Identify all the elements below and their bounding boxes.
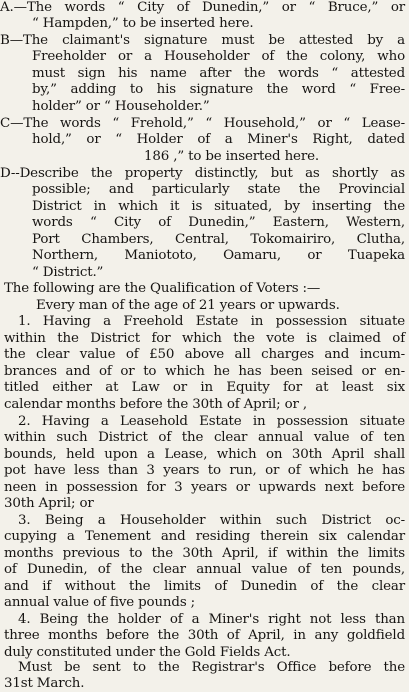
note-b-line-5: holder” or “ Householder.” (32, 99, 210, 114)
item2-line-2: within such District of the clear annual value of ten (4, 430, 405, 445)
item2-line-6: 30th April; or (4, 496, 94, 511)
item4-line-2: three months before the 30th of April, in any goldfield (4, 628, 405, 643)
note-b-line-3: must sign his name after the words “ attested (32, 66, 405, 81)
note-d-line-2: possible; and particularly state the Provincial (32, 182, 405, 197)
note-c-line-2: hold,” or “ Holder of a Miner's Right, dated (32, 132, 405, 147)
note-b-line-2: Freeholder or a Householder of the colony, who (32, 49, 405, 64)
item1-line-5: titled either at Law or in Equity for at least six (4, 380, 405, 395)
closing-line-2: 31st March. (4, 676, 85, 691)
note-b-line-4: by,” adding to his signature the word “ Free- (32, 82, 405, 97)
item3-line-1: 3. Being a Householder within such District oc- (18, 513, 405, 528)
item2-line-5: neen in possession for 3 years or upwards next before (4, 480, 405, 495)
note-d-line-3: District in which it is situated, by inserting the (32, 199, 405, 214)
item3-line-6: annual value of five pounds ; (4, 595, 196, 610)
note-d-line-5: Port Chambers, Central, Tokomairiro, Clutha, (32, 232, 405, 247)
item3-line-4: of Dunedin, of the clear annual value of ten pounds, (4, 562, 405, 577)
note-b-line-1: B—The claimant's signature must be attested by a (0, 33, 405, 48)
item2-line-1: 2. Having a Leasehold Estate in possession situate (18, 414, 405, 429)
closing-line-1: Must be sent to the Registrar's Office before the (18, 660, 405, 675)
note-d-line-1: D--Describe the property distinctly, but as shortly as (0, 166, 405, 181)
item1-line-1: 1. Having a Freehold Estate in possession situate (18, 314, 405, 329)
item3-line-5: and if without the limits of Dunedin of the clear (4, 579, 405, 594)
item3-line-3: months previous to the 30th April, if within the limits (4, 546, 405, 561)
item3-line-2: cupying a Tenement and residing therein six calendar (4, 529, 405, 544)
item2-line-3: bounds, held upon a Lease, which on 30th April shall (4, 447, 405, 462)
note-d-line-7: “ District.” (32, 265, 104, 280)
item1-line-6: calendar months before the 30th of April; or , (4, 397, 307, 412)
item4-line-1: 4. Being the holder of a Miner's right not less than (18, 612, 405, 627)
item4-line-3: duly constituted under the Gold Fields Act. (4, 645, 291, 660)
note-d-line-6: Northern, Maniototo, Oamaru, or Tuapeka (32, 248, 405, 263)
item1-line-2: within the District for which the vote is claimed of (4, 331, 405, 346)
item1-line-3: the clear value of £50 above all charges and incum- (4, 347, 405, 362)
note-d-line-4: words “ City of Dunedin,” Eastern, Western, (32, 215, 405, 230)
note-c-line-1: C—The words “ Frehold,” “ Household,” or “ Lease- (0, 116, 405, 131)
note-a-line-2: “ Hampden,” to be inserted here. (32, 16, 254, 31)
item2-line-4: pot have less than 3 years to run, or of which he has (4, 463, 405, 478)
item1-line-4: brances and of or to which he has been seised or en- (4, 364, 405, 379)
note-c-line-3: 186 ,” to be inserted here. (144, 149, 319, 164)
qualifications-intro: Every man of the age of 21 years or upwards. (36, 298, 340, 313)
note-a-line-1: A.—The words “ City of Dunedin,” or “ Bruce,” or (0, 0, 405, 15)
qualifications-heading: The following are the Qualification of Voters :— (4, 281, 321, 296)
